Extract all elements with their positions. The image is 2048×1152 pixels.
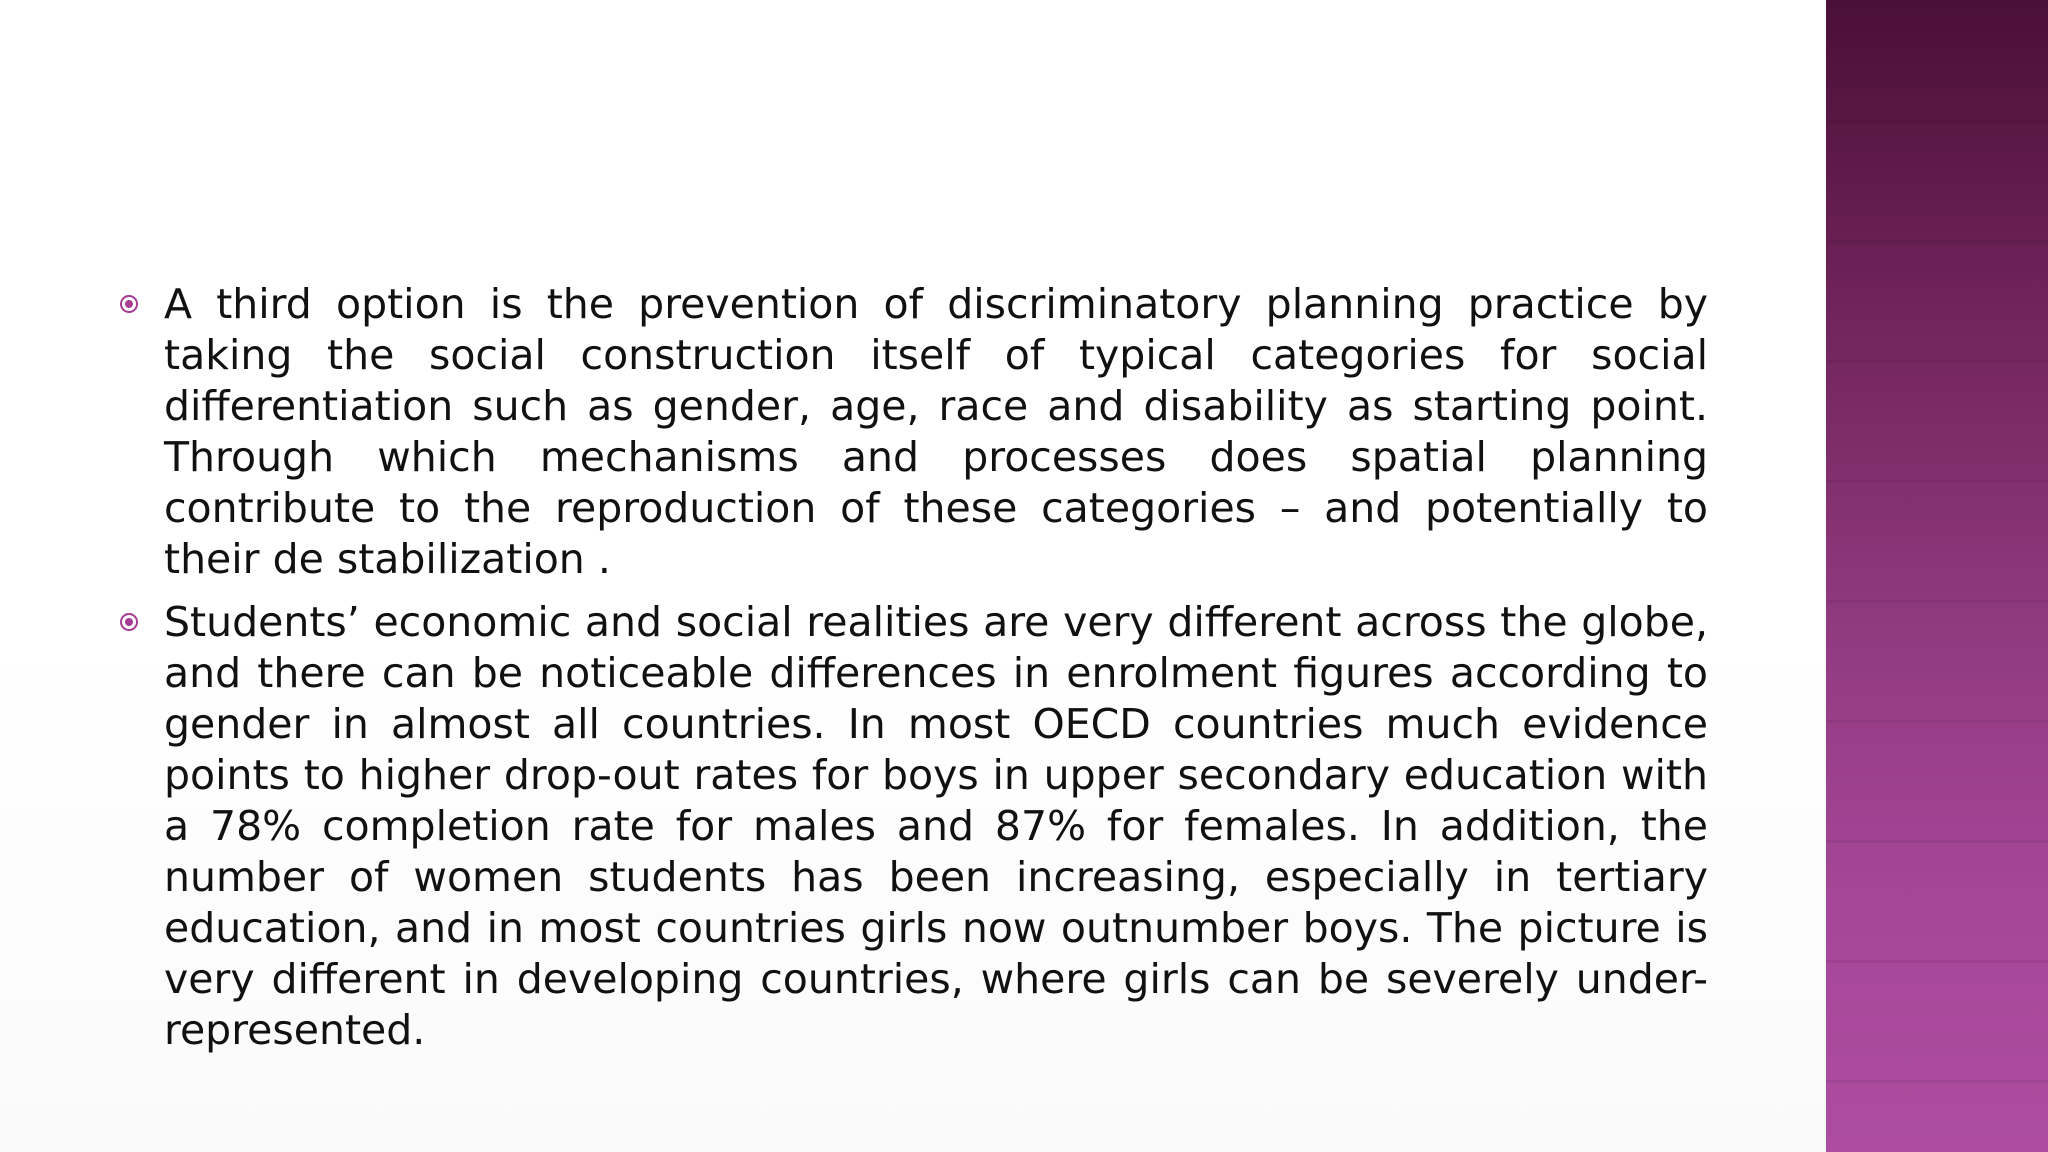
bullet-text-2: Students’ economic and social realities are very different across the globe, and there can be noticeable differences in enrolment figures according to gender in almost all countries. In most OECD countries much evidence points to higher drop-out rates for boys in upper secondary education with a 78% completion rate for males and 87% for females. In addition, the number of women students has been increasing, especially in tertiary education, and in most countries girls now outnumber boys. The picture is very different in developing countries, where girls can be severely under-represented. — [164, 598, 1708, 1054]
circled-dot-bullet-icon — [120, 613, 138, 631]
bullet-list — [118, 279, 1708, 1068]
circled-dot-bullet-icon — [120, 295, 138, 313]
bullet-text-1: A third option is the prevention of discriminatory planning practice by taking the social construction itself of typical categories for social differentiation such as gender, age, race and disability as starting point. Through which mechanisms and processes does spatial planning contribute to the reproduction of these categories – and potentially to their de stabilization . — [164, 280, 1708, 583]
decorative-side-band — [1826, 0, 2048, 1152]
bullet-item-2 — [118, 597, 1708, 1056]
bullet-item-1 — [118, 279, 1708, 585]
